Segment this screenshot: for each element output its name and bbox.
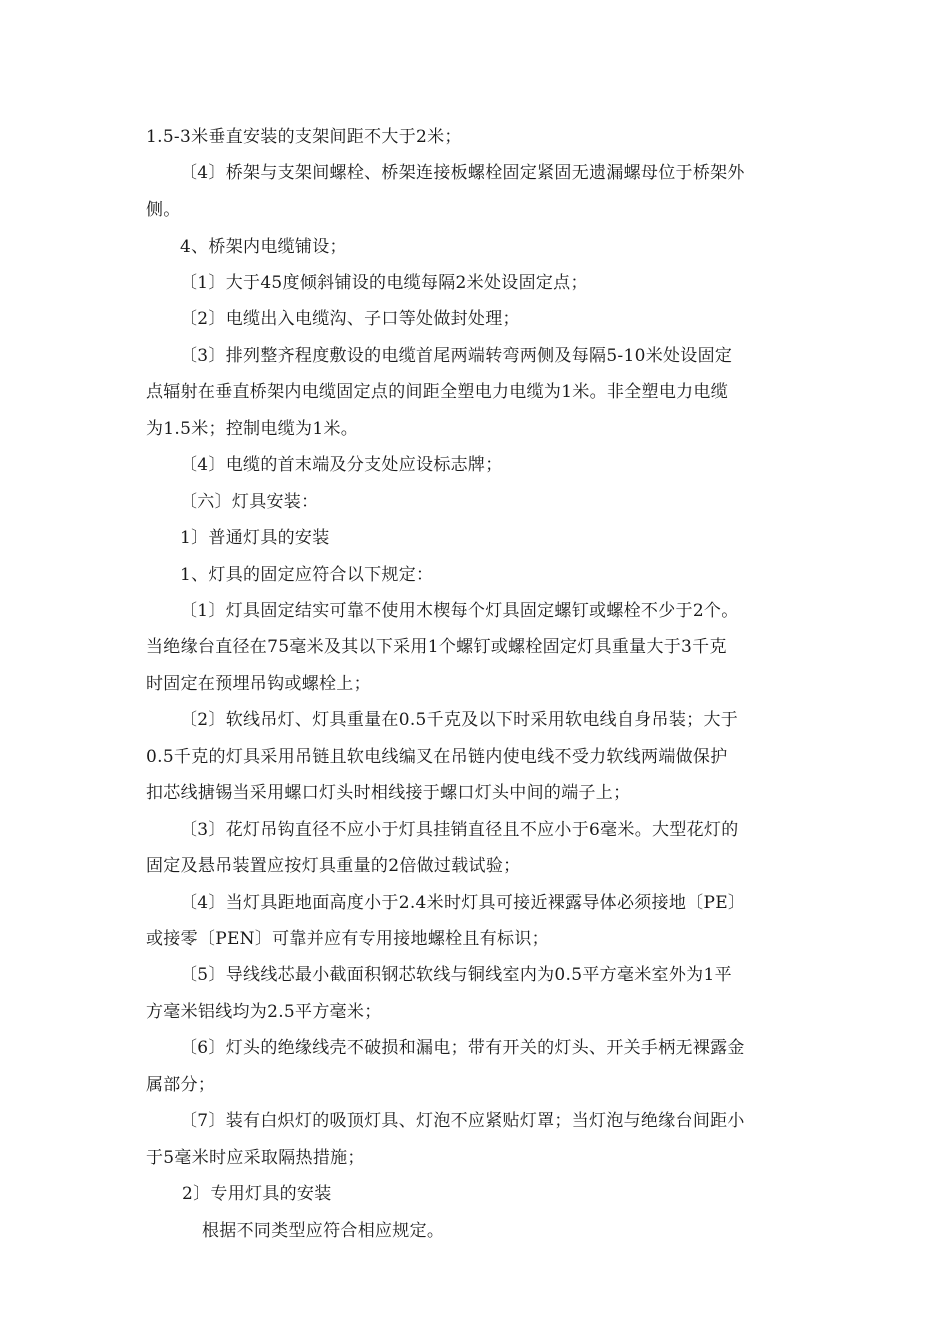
section-heading: 〔六〕灯具安装： [180,492,319,512]
body-text-line: 〔4〕电缆的首末端及分支处应设标志牌； [180,455,503,475]
body-text-line: 1.5-3米垂直安装的支架间距不大于2米； [146,127,462,147]
section-heading: 4、桥架内电缆铺设； [180,237,347,257]
body-text-line: 〔5〕导线线芯最小截面积钢芯软线与铜线室内为0.5平方毫米室外为1平 [180,965,732,985]
body-text-line: 为1.5米；控制电缆为1米。 [146,419,359,439]
body-text-line: 扣芯线搪锡当采用螺口灯头时相线接于螺口灯头中间的端子上； [146,783,631,803]
body-text-line: 〔2〕电缆出入电缆沟、子口等处做封处理； [180,309,520,329]
body-text-line: 〔3〕花灯吊钩直径不应小于灯具挂销直径且不应小于6毫米。大型花灯的 [180,820,739,840]
body-text-line: 根据不同类型应符合相应规定。 [202,1221,445,1241]
body-text-line: 〔1〕大于45度倾斜铺设的电缆每隔2米处设固定点； [180,273,588,293]
body-text-line: 属部分； [146,1075,216,1095]
body-text-line: 或接零〔PEN〕可靠并应有专用接地螺栓且有标识； [146,929,549,949]
body-text-line: 当绝缘台直径在75毫米及其以下采用1个螺钉或螺栓固定灯具重量大于3千克 [146,637,727,657]
body-text-line: 于5毫米时应采取隔热措施； [146,1148,365,1168]
subsection-heading: 1〕普通灯具的安装 [180,528,330,548]
body-text-line: 0.5千克的灯具采用吊链且软电线编叉在吊链内使电线不受力软线两端做保护 [146,747,728,767]
body-text-line: 〔4〕当灯具距地面高度小于2.4米时灯具可接近裸露导体必须接地〔PE〕 [180,893,746,913]
body-text-line: 〔2〕软线吊灯、灯具重量在0.5千克及以下时采用软电线自身吊装；大于 [180,710,739,730]
body-text-line: 〔1〕灯具固定结实可靠不使用木楔每个灯具固定螺钉或螺栓不少于2个。 [180,601,739,621]
body-text-line: 〔4〕桥架与支架间螺栓、桥架连接板螺栓固定紧固无遗漏螺母位于桥架外 [180,163,745,183]
body-text-line: 〔3〕排列整齐程度敷设的电缆首尾两端转弯两侧及每隔5-10米处设固定 [180,346,733,366]
body-text-line: 侧。 [146,200,181,220]
body-text-line: 1、灯具的固定应符合以下规定： [180,565,434,585]
body-text-line: 点辐射在垂直桥架内电缆固定点的间距全塑电力电缆为1米。非全塑电力电缆 [146,382,729,402]
body-text-line: 时固定在预埋吊钩或螺栓上； [146,674,371,694]
body-text-line: 方毫米铝线均为2.5平方毫米； [146,1002,382,1022]
body-text-line: 〔6〕灯头的绝缘线壳不破损和漏电；带有开关的灯头、开关手柄无裸露金 [180,1038,745,1058]
body-text-line: 固定及悬吊装置应按灯具重量的2倍做过载试验； [146,856,521,876]
subsection-heading: 2〕专用灯具的安装 [182,1184,332,1204]
body-text-line: 〔7〕装有白炽灯的吸顶灯具、灯泡不应紧贴灯罩；当灯泡与绝缘台间距小 [180,1111,745,1131]
